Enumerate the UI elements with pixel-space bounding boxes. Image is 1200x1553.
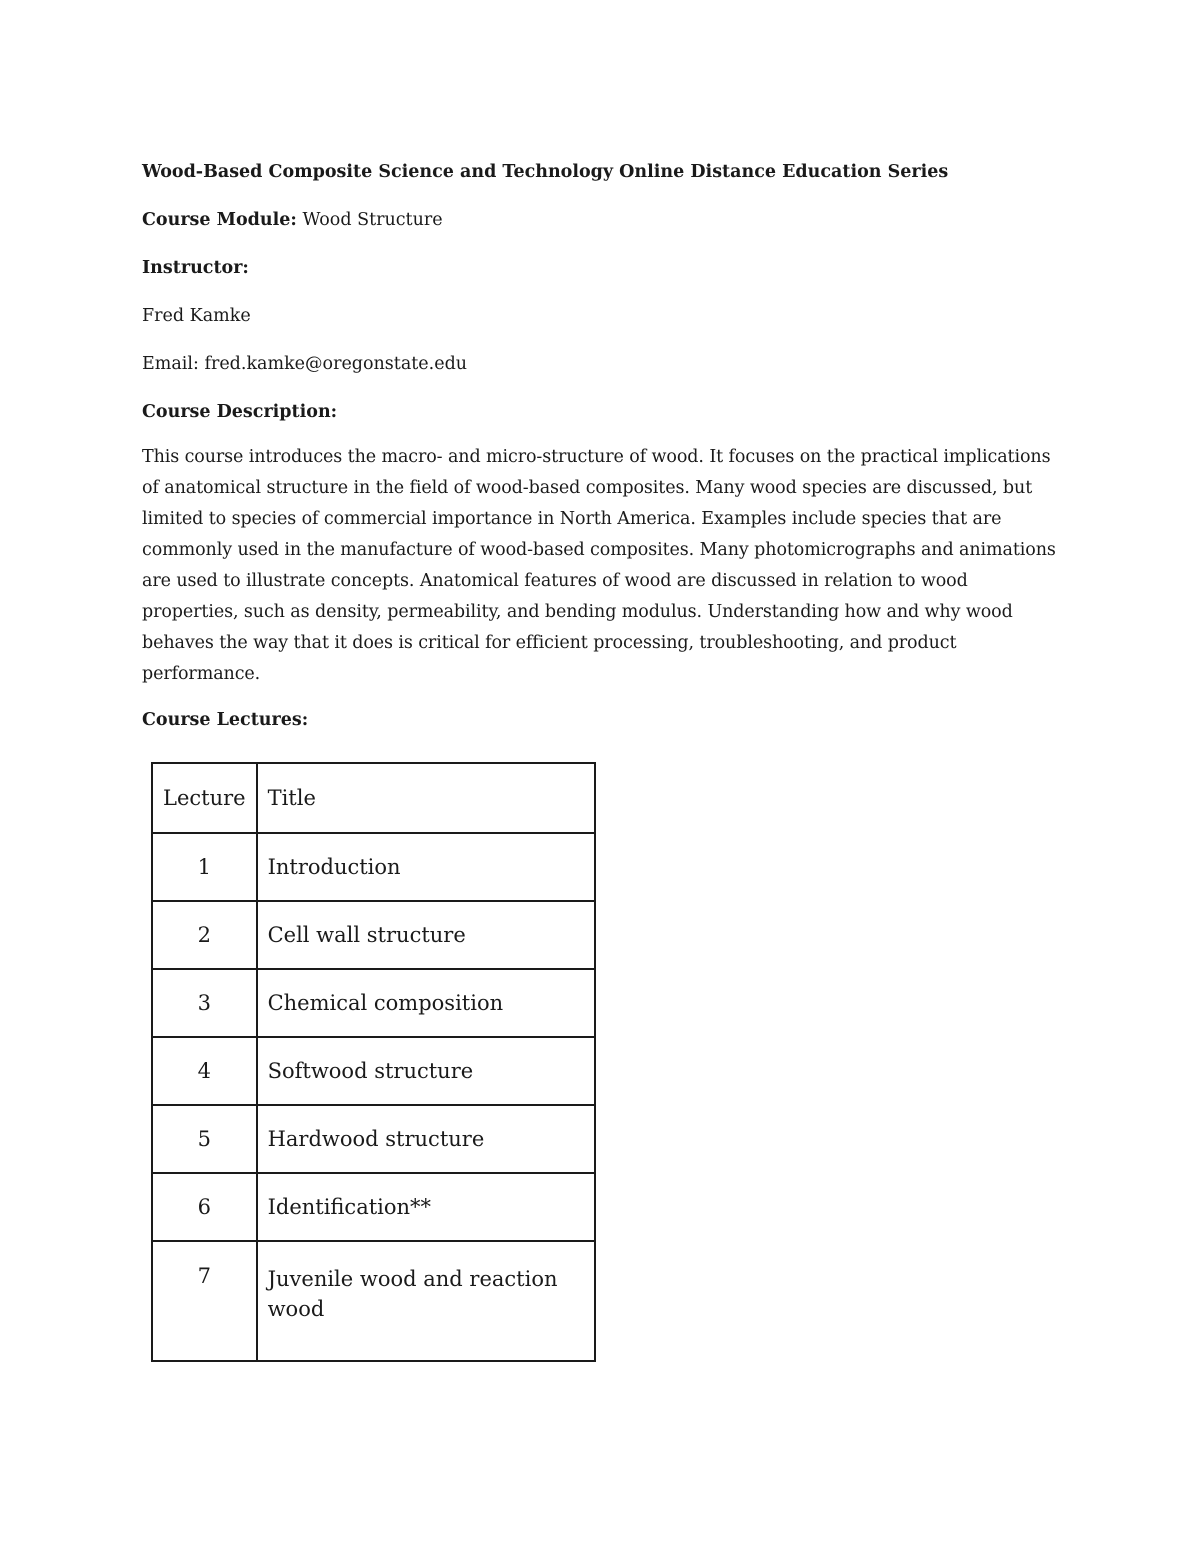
document-body	[142, 160, 1062, 732]
header-title: Title	[257, 763, 595, 833]
instructor-label: Instructor:	[142, 258, 249, 278]
instructor-email	[142, 352, 1062, 376]
email-link[interactable]: fred.kamke@oregonstate.edu	[204, 354, 468, 374]
table-row	[152, 1037, 595, 1105]
lecture-title: Introduction	[257, 833, 595, 901]
lecture-number: 4	[152, 1037, 257, 1105]
header-lecture: Lecture	[152, 763, 257, 833]
lecture-number: 1	[152, 833, 257, 901]
lecture-number: 3	[152, 969, 257, 1037]
table-row	[152, 1241, 595, 1361]
course-module	[142, 208, 1062, 232]
lecture-title: Hardwood structure	[257, 1105, 595, 1173]
table-row	[152, 969, 595, 1037]
course-module-label: Course Module:	[142, 210, 297, 230]
lecture-title: Cell wall structure	[257, 901, 595, 969]
lectures-label: Course Lectures:	[142, 710, 309, 730]
table-row	[152, 1173, 595, 1241]
lectures-table	[151, 762, 596, 1362]
lecture-title: Identification**	[257, 1173, 595, 1241]
lecture-number: 2	[152, 901, 257, 969]
table-row	[152, 833, 595, 901]
description-label: Course Description:	[142, 402, 338, 422]
series-title: Wood-Based Composite Science and Technology Online Distance Education Series	[142, 162, 949, 182]
lecture-number: 7	[152, 1241, 257, 1361]
email-label: Email:	[142, 354, 199, 374]
lecture-title: Softwood structure	[257, 1037, 595, 1105]
instructor-name: Fred Kamke	[142, 306, 251, 326]
table-header-row	[152, 763, 595, 833]
lecture-title: Chemical composition	[257, 969, 595, 1037]
lecture-number: 6	[152, 1173, 257, 1241]
course-module-value: Wood Structure	[302, 210, 443, 230]
lecture-title: Juvenile wood and reaction wood	[257, 1241, 595, 1361]
table-row	[152, 1105, 595, 1173]
table-row	[152, 901, 595, 969]
description-text: This course introduces the macro- and micro-structure of wood. It focuses on the practical implications of anatomical structure in the field of wood-based composites. Many wood species are discussed, but limited to species of commercial importance in North America. Examples include species that are commonly used in the manufacture of wood-based composites. Many photomicrographs and animations are used to illustrate concepts. Anatomical features of wood are discussed in relation to wood properties, such as density, permeability, and bending modulus. Understanding how and why wood behaves the way that it does is critical for efficient processing, troubleshooting, and product performance.	[142, 447, 1056, 684]
lecture-number: 5	[152, 1105, 257, 1173]
